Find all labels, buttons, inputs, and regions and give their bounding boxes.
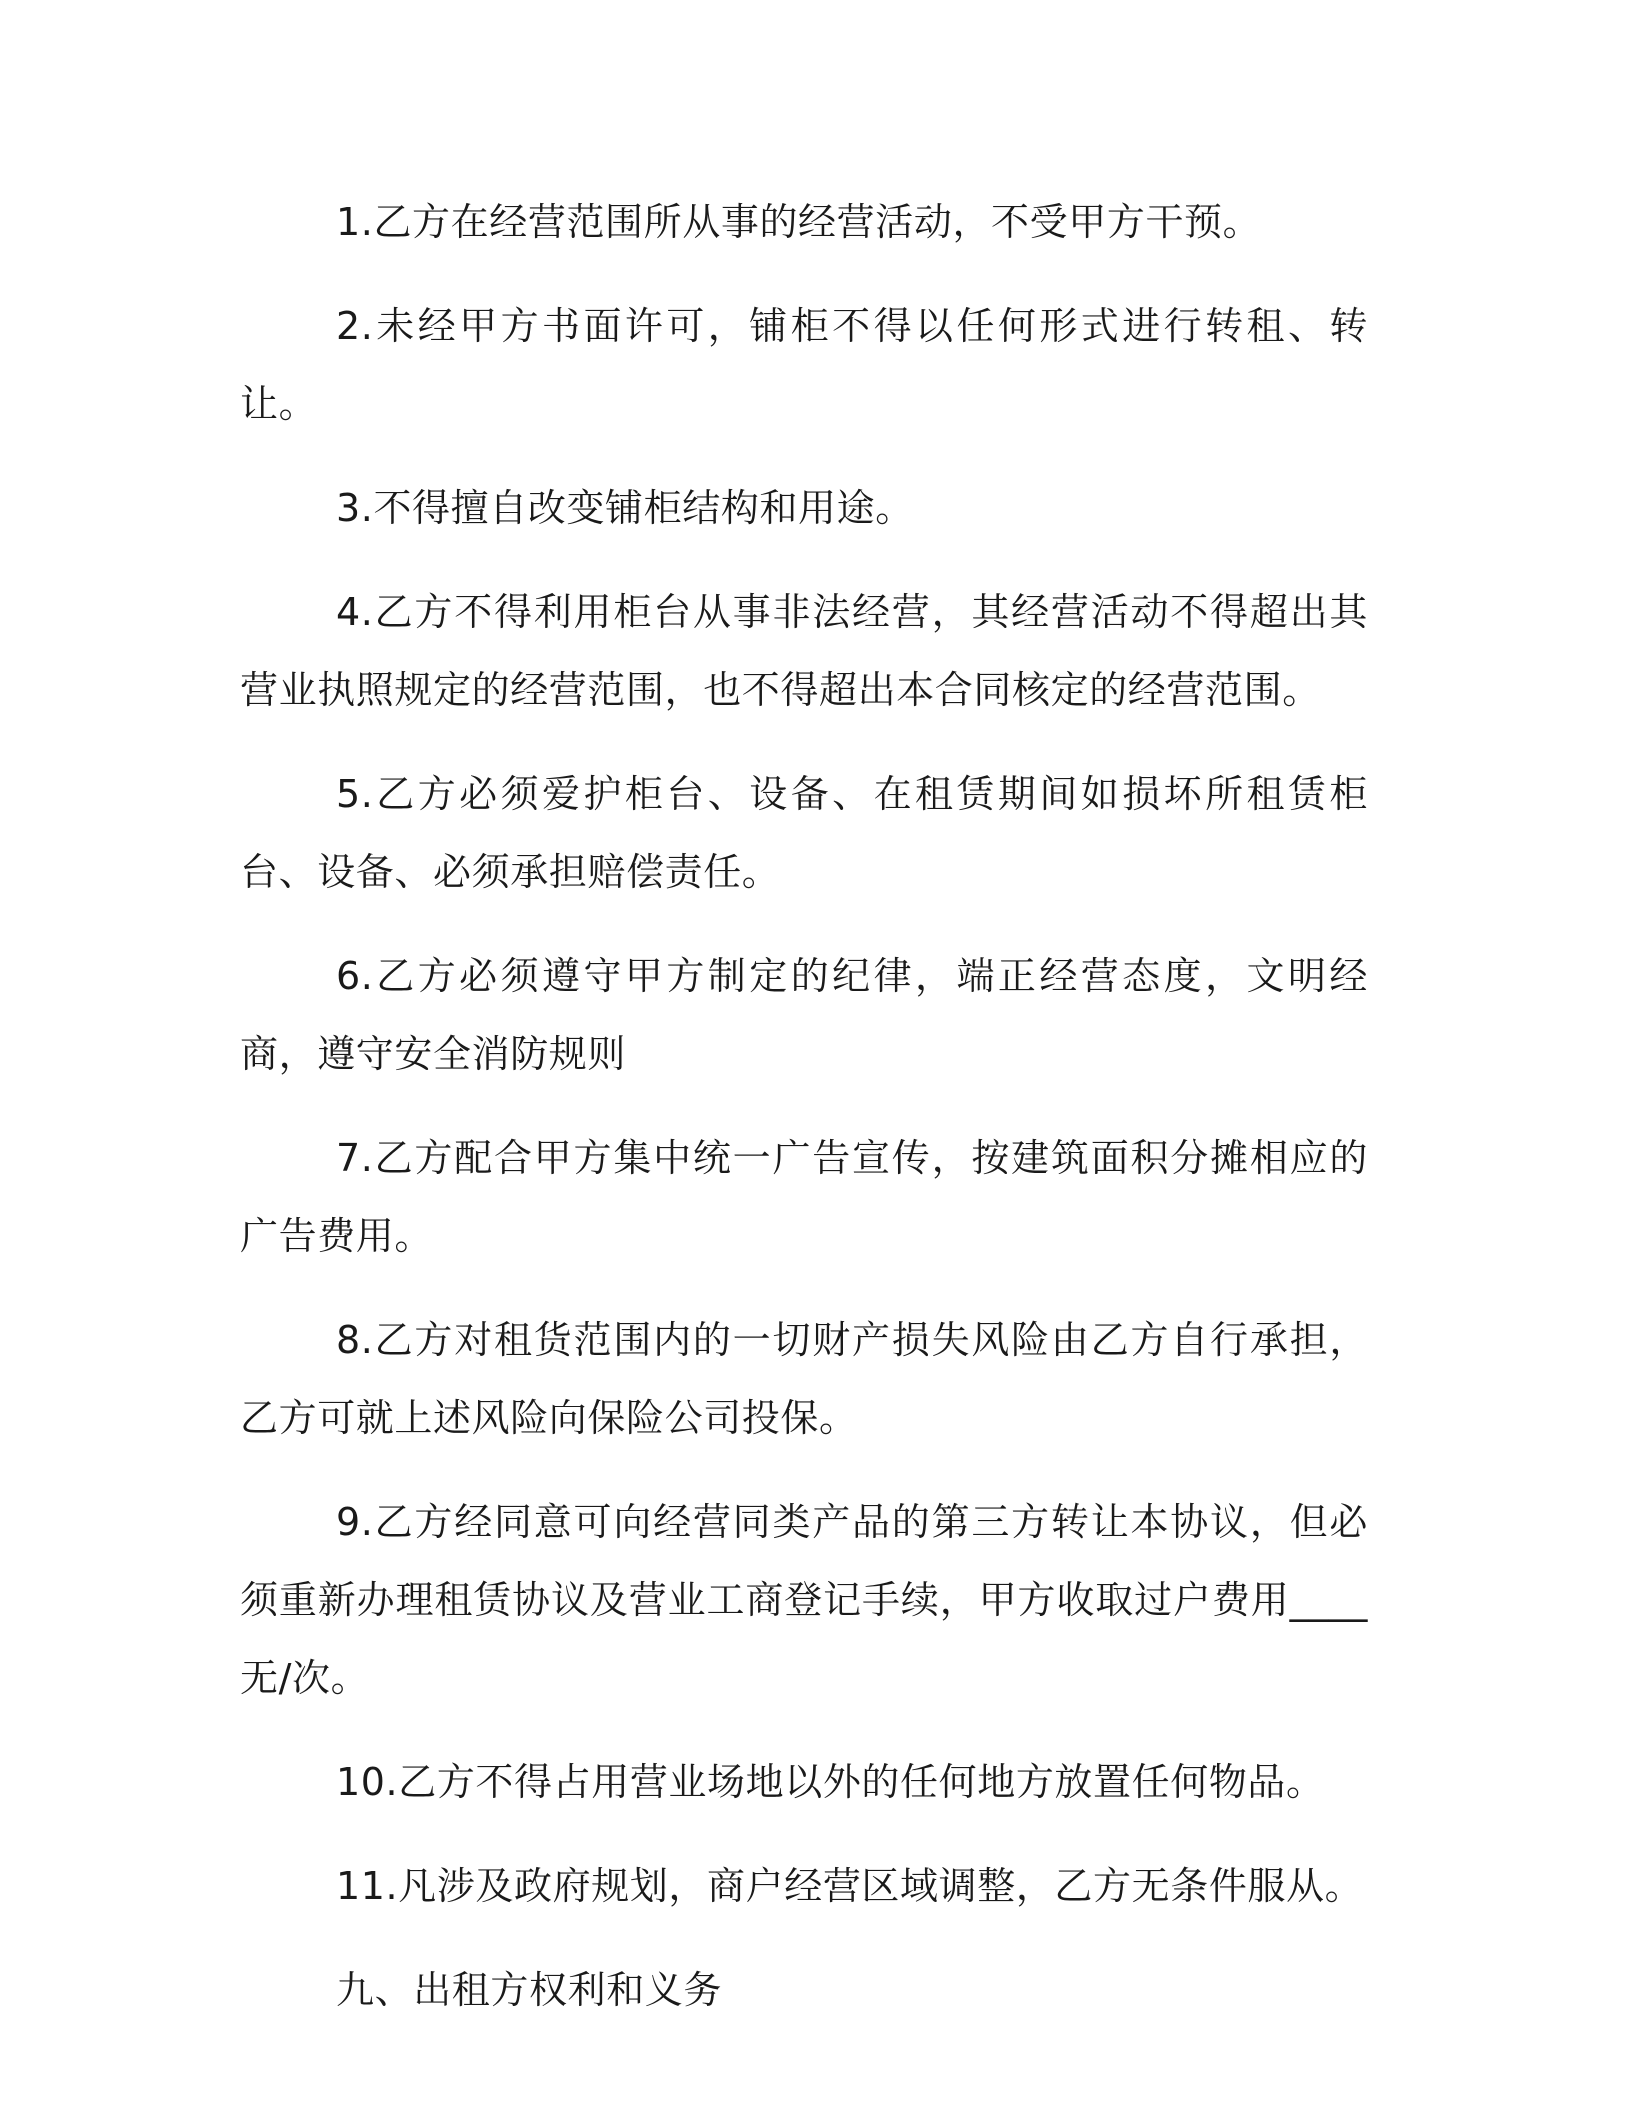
clause-9: 9.乙方经同意可向经营同类产品的第三方转让本协议，但必须重新办理租赁协议及营业工商登记手续，甲方收取过户费用____无/次。 <box>240 1500 1368 1700</box>
clause-7: 7.乙方配合甲方集中统一广告宣传，按建筑面积分摊相应的广告费用。 <box>240 1136 1368 1258</box>
document-body <box>240 183 1368 2029</box>
clause-3: 3.不得擅自改变铺柜结构和用途。 <box>336 486 914 530</box>
clause-4: 4.乙方不得利用柜台从事非法经营，其经营活动不得超出其营业执照规定的经营范围，也不得超出本合同核定的经营范围。 <box>240 590 1368 712</box>
clause-6: 6.乙方必须遵守甲方制定的纪律，端正经营态度，文明经商，遵守安全消防规则 <box>240 954 1368 1076</box>
clause-5: 5.乙方必须爱护柜台、设备、在租赁期间如损坏所租赁柜台、设备、必须承担赔偿责任。 <box>240 772 1368 894</box>
clause-1: 1.乙方在经营范围所从事的经营活动，不受甲方干预。 <box>336 200 1262 244</box>
clause-2: 2.未经甲方书面许可，铺柜不得以任何形式进行转租、转让。 <box>240 304 1368 426</box>
clause-10: 10.乙方不得占用营业场地以外的任何地方放置任何物品。 <box>336 1760 1325 1804</box>
clause-11: 11.凡涉及政府规划，商户经营区域调整，乙方无条件服从。 <box>336 1864 1364 1908</box>
section-heading: 九、出租方权利和义务 <box>336 1968 723 2012</box>
clause-8: 8.乙方对租货范围内的一切财产损失风险由乙方自行承担，乙方可就上述风险向保险公司投保。 <box>240 1318 1368 1440</box>
